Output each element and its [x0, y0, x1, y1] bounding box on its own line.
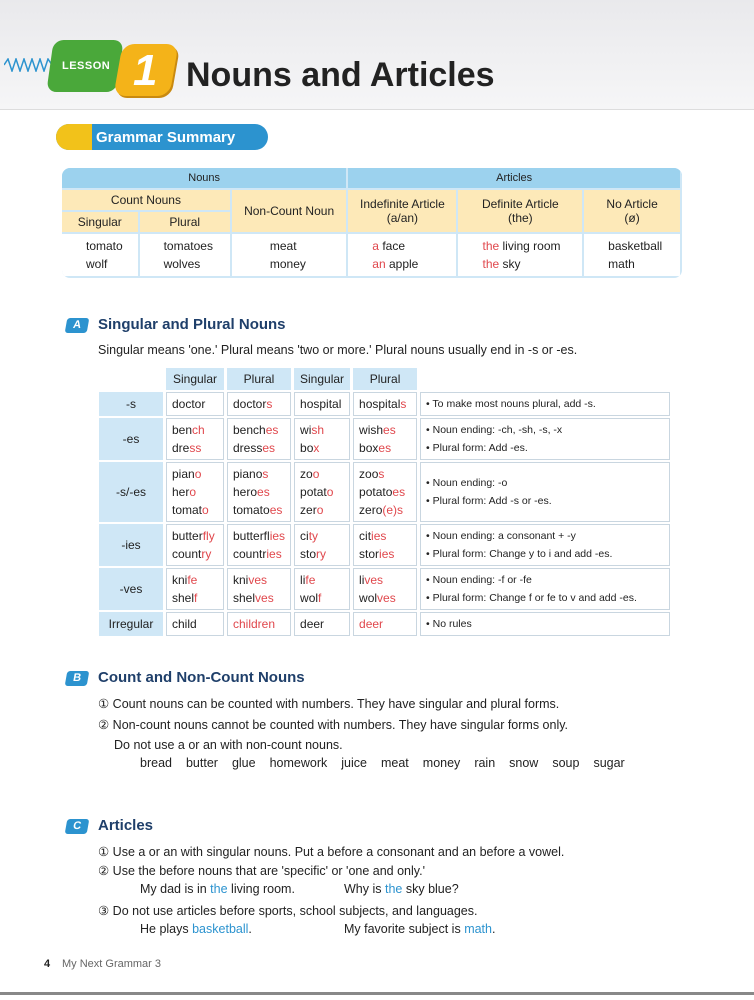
word-item: rain	[474, 756, 496, 770]
section-b-line-1: ① Count nouns can be counted with numbers. They have singular and plural forms.	[98, 697, 560, 711]
plural-row	[99, 462, 670, 522]
lesson-number: 1	[133, 46, 158, 95]
section-c-badge: C	[65, 819, 90, 834]
section-c-line-1: ① Use a or an with singular nouns. Put a before a consonant and an before a vowel.	[98, 845, 565, 859]
col-plural-2: Plural	[353, 368, 417, 390]
grammar-summary-label: Grammar Summary	[96, 129, 236, 146]
definite-header: Definite Article (the)	[458, 190, 584, 234]
word-cell: city story	[294, 524, 350, 566]
word-item: bread	[140, 756, 172, 770]
word-cell: pianos heroes tomatoes	[227, 462, 291, 522]
zigzag-decoration	[4, 58, 54, 72]
section-c-line-3: ③ Do not use articles before sports, school subjects, and languages.	[98, 904, 478, 918]
category-cell: -ies	[99, 524, 163, 566]
plural-row	[99, 524, 670, 566]
non-count-header: Non-Count Noun	[232, 190, 348, 234]
rule-note-cell: • Noun ending: -f or -fe • Plural form: Change f or fe to v and add -es.	[420, 568, 670, 610]
lesson-label: LESSON	[62, 60, 111, 72]
plural-row	[99, 568, 670, 610]
singular-header: Singular	[62, 212, 140, 234]
plural-header: Plural	[140, 212, 232, 234]
word-item: sugar	[593, 756, 625, 770]
category-cell: -es	[99, 418, 163, 460]
grammar-summary-table	[62, 168, 682, 278]
word-cell: cities stories	[353, 524, 417, 566]
count-nouns-header: Count Nouns	[62, 190, 232, 212]
section-b-title: Count and Non-Count Nouns	[98, 669, 305, 686]
no-article-header: No Article (ø)	[584, 190, 682, 234]
word-cell: child	[166, 612, 224, 636]
articles-header: Articles	[348, 168, 682, 190]
indefinite-header: Indefinite Article (a/an)	[348, 190, 458, 234]
category-cell: -ves	[99, 568, 163, 610]
word-cell: wish box	[294, 418, 350, 460]
plural-row	[99, 612, 670, 636]
word-cell: doctor	[166, 392, 224, 416]
col-singular-1: Singular	[166, 368, 224, 390]
section-a-intro: Singular means 'one.' Plural means 'two or more.' Plural nouns usually end in -s or -es.	[98, 343, 578, 357]
example-2b: My favorite subject is math.	[344, 922, 496, 936]
word-cell: knife shelf	[166, 568, 224, 610]
word-item: juice	[341, 756, 367, 770]
plural-rules-table	[96, 366, 673, 638]
word-item: snow	[509, 756, 539, 770]
section-b-line-3: Do not use a or an with non-count nouns.	[114, 738, 343, 752]
word-cell: zoos potatoes zero(e)s	[353, 462, 417, 522]
category-cell: -s	[99, 392, 163, 416]
summary-singular-cell: tomato wolf	[62, 234, 140, 278]
word-cell: deer	[353, 612, 417, 636]
col-plural-1: Plural	[227, 368, 291, 390]
rule-note-cell: • No rules	[420, 612, 670, 636]
page-number: 4	[44, 958, 51, 970]
word-item: homework	[269, 756, 328, 770]
plural-row	[99, 418, 670, 460]
section-a-badge: A	[65, 318, 90, 333]
col-singular-2: Singular	[294, 368, 350, 390]
word-cell: hospital	[294, 392, 350, 416]
grammar-summary-pill-tab	[56, 124, 92, 150]
word-cell: bench dress	[166, 418, 224, 460]
rule-note-cell: • To make most nouns plural, add -s.	[420, 392, 670, 416]
summary-no-article-cell: basketball math	[584, 234, 682, 278]
word-item: money	[422, 756, 461, 770]
example-2a: He plays basketball.	[140, 922, 252, 936]
non-count-word-list	[140, 756, 639, 770]
word-item: soup	[552, 756, 580, 770]
word-cell: deer	[294, 612, 350, 636]
word-cell: knives shelves	[227, 568, 291, 610]
word-cell: doctors	[227, 392, 291, 416]
section-a-title: Singular and Plural Nouns	[98, 316, 286, 333]
example-1a: My dad is in the living room.	[140, 882, 295, 896]
section-c-title: Articles	[98, 817, 154, 834]
section-b-line-2: ② Non-count nouns cannot be counted with numbers. They have singular forms only.	[98, 718, 569, 732]
word-cell: butterfly country	[166, 524, 224, 566]
rule-note-cell: • Noun ending: a consonant + -y • Plural form: Change y to i and add -es.	[420, 524, 670, 566]
rule-note-cell: • Noun ending: -ch, -sh, -s, -x • Plural form: Add -es.	[420, 418, 670, 460]
summary-definite-cell: the living room the sky	[458, 234, 584, 278]
word-cell: children	[227, 612, 291, 636]
section-b-badge: B	[65, 671, 90, 686]
plural-row	[99, 392, 670, 416]
word-item: meat	[380, 756, 409, 770]
word-cell: hospitals	[353, 392, 417, 416]
summary-plural-cell: tomatoes wolves	[140, 234, 232, 278]
summary-indefinite-cell: a face an apple	[348, 234, 458, 278]
word-cell: butterflies countries	[227, 524, 291, 566]
rule-note-cell: • Noun ending: -o • Plural form: Add -s or -es.	[420, 462, 670, 522]
word-cell: piano hero tomato	[166, 462, 224, 522]
word-cell: benches dresses	[227, 418, 291, 460]
category-cell: Irregular	[99, 612, 163, 636]
word-cell: life wolf	[294, 568, 350, 610]
example-1b: Why is the sky blue?	[344, 882, 459, 896]
word-cell: zoo potato zero	[294, 462, 350, 522]
page-title: Nouns and Articles	[186, 56, 495, 94]
footer-line	[0, 992, 754, 995]
word-item: butter	[185, 756, 218, 770]
word-cell: lives wolves	[353, 568, 417, 610]
nouns-header: Nouns	[62, 168, 348, 190]
book-title: My Next Grammar 3	[62, 958, 162, 970]
word-item: glue	[231, 756, 256, 770]
category-cell: -s/-es	[99, 462, 163, 522]
word-cell: wishes boxes	[353, 418, 417, 460]
summary-noncount-cell: meat money	[232, 234, 348, 278]
section-c-line-2: ② Use the before nouns that are 'specific' or 'one and only.'	[98, 864, 425, 878]
